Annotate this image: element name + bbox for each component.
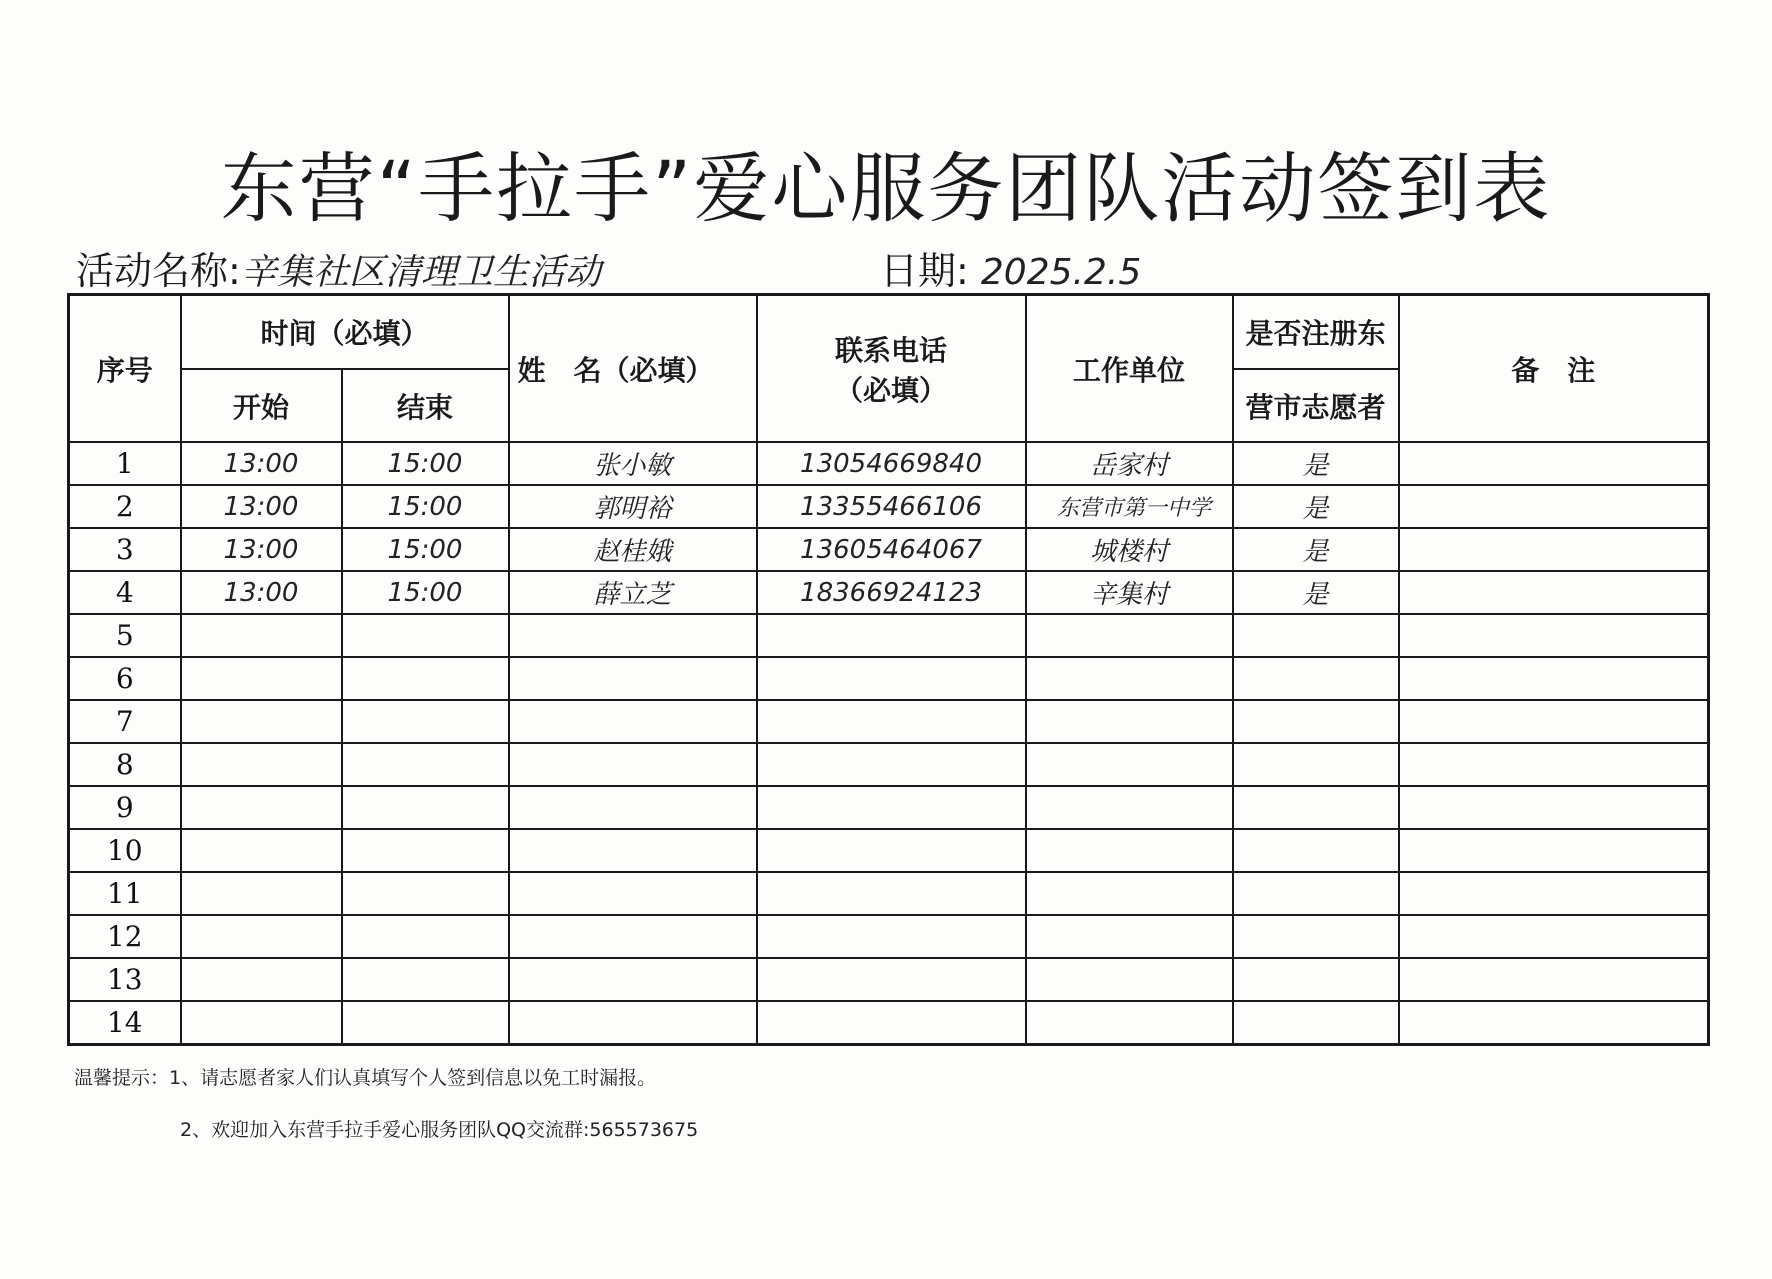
page-title: 东营“手拉手”爱心服务团队活动签到表 bbox=[220, 144, 1552, 233]
table-row bbox=[69, 442, 1709, 485]
header-remarks: 备 注 bbox=[1399, 295, 1709, 443]
row-index: 8 bbox=[69, 743, 181, 786]
row-index: 2 bbox=[69, 485, 181, 528]
row-index: 5 bbox=[69, 614, 181, 657]
start-time-cell bbox=[181, 915, 342, 958]
table-row bbox=[69, 485, 1709, 528]
registered-cell bbox=[1233, 657, 1399, 700]
start-time-cell bbox=[181, 700, 342, 743]
end-time-cell bbox=[342, 786, 509, 829]
registered-cell bbox=[1233, 743, 1399, 786]
row-index: 10 bbox=[69, 829, 181, 872]
registered-cell bbox=[1233, 872, 1399, 915]
header-time: 时间（必填） bbox=[181, 295, 509, 370]
remarks-cell bbox=[1399, 1001, 1709, 1045]
row-index: 1 bbox=[69, 442, 181, 485]
header-index: 序号 bbox=[69, 295, 181, 443]
remarks-cell bbox=[1399, 700, 1709, 743]
table-row bbox=[69, 528, 1709, 571]
header-phone-line1: 联系电话 bbox=[835, 333, 948, 367]
start-time-cell: 13:00 bbox=[181, 571, 342, 614]
table-row bbox=[69, 700, 1709, 743]
start-time-cell bbox=[181, 958, 342, 1001]
end-time-cell bbox=[342, 915, 509, 958]
end-time-cell bbox=[342, 958, 509, 1001]
header-end: 结束 bbox=[342, 369, 509, 442]
end-time-cell bbox=[342, 743, 509, 786]
registered-cell: 是 bbox=[1233, 485, 1399, 528]
phone-cell bbox=[757, 915, 1026, 958]
name-cell bbox=[509, 700, 757, 743]
name-cell bbox=[509, 829, 757, 872]
row-index: 12 bbox=[69, 915, 181, 958]
name-cell bbox=[509, 915, 757, 958]
header-registered-line2: 营市志愿者 bbox=[1233, 369, 1399, 442]
registered-cell bbox=[1233, 958, 1399, 1001]
header-start: 开始 bbox=[181, 369, 342, 442]
phone-cell bbox=[757, 700, 1026, 743]
table-row bbox=[69, 786, 1709, 829]
table-row bbox=[69, 829, 1709, 872]
work-cell: 辛集村 bbox=[1026, 571, 1233, 614]
phone-cell: 13054669840 bbox=[757, 442, 1026, 485]
work-cell: 岳家村 bbox=[1026, 442, 1233, 485]
tip-note-2: 2、欢迎加入东营手拉手爱心服务团队QQ交流群:565573675 bbox=[180, 1119, 699, 1141]
registered-cell bbox=[1233, 786, 1399, 829]
start-time-cell bbox=[181, 743, 342, 786]
table-row bbox=[69, 872, 1709, 915]
registered-cell bbox=[1233, 829, 1399, 872]
row-index: 9 bbox=[69, 786, 181, 829]
name-cell bbox=[509, 657, 757, 700]
remarks-cell bbox=[1399, 915, 1709, 958]
remarks-cell bbox=[1399, 829, 1709, 872]
name-cell: 郭明裕 bbox=[509, 485, 757, 528]
phone-cell bbox=[757, 786, 1026, 829]
phone-cell bbox=[757, 743, 1026, 786]
start-time-cell bbox=[181, 872, 342, 915]
remarks-cell bbox=[1399, 872, 1709, 915]
table-row bbox=[69, 743, 1709, 786]
start-time-cell bbox=[181, 1001, 342, 1045]
name-cell: 薛立芝 bbox=[509, 571, 757, 614]
work-cell bbox=[1026, 657, 1233, 700]
header-name: 姓 名（必填） bbox=[509, 295, 757, 443]
name-cell bbox=[509, 958, 757, 1001]
work-cell bbox=[1026, 829, 1233, 872]
registered-cell: 是 bbox=[1233, 442, 1399, 485]
start-time-cell: 13:00 bbox=[181, 528, 342, 571]
remarks-cell bbox=[1399, 657, 1709, 700]
table-row bbox=[69, 958, 1709, 1001]
start-time-cell: 13:00 bbox=[181, 485, 342, 528]
registered-cell bbox=[1233, 700, 1399, 743]
table-row bbox=[69, 657, 1709, 700]
row-index: 6 bbox=[69, 657, 181, 700]
header-phone bbox=[757, 295, 1026, 443]
header-work: 工作单位 bbox=[1026, 295, 1233, 443]
name-cell bbox=[509, 786, 757, 829]
table-row bbox=[69, 571, 1709, 614]
work-cell bbox=[1026, 958, 1233, 1001]
work-cell bbox=[1026, 786, 1233, 829]
work-cell bbox=[1026, 614, 1233, 657]
work-cell bbox=[1026, 872, 1233, 915]
registered-cell: 是 bbox=[1233, 571, 1399, 614]
phone-cell bbox=[757, 829, 1026, 872]
name-cell bbox=[509, 614, 757, 657]
name-cell: 张小敏 bbox=[509, 442, 757, 485]
end-time-cell bbox=[342, 700, 509, 743]
remarks-cell bbox=[1399, 958, 1709, 1001]
registered-cell: 是 bbox=[1233, 528, 1399, 571]
phone-cell bbox=[757, 1001, 1026, 1045]
work-cell: 东营市第一中学 bbox=[1026, 485, 1233, 528]
remarks-cell bbox=[1399, 485, 1709, 528]
end-time-cell bbox=[342, 872, 509, 915]
name-cell bbox=[509, 872, 757, 915]
activity-name-line bbox=[76, 240, 601, 295]
remarks-cell bbox=[1399, 571, 1709, 614]
header-phone-line2: （必填） bbox=[835, 373, 948, 407]
table-row bbox=[69, 1001, 1709, 1045]
start-time-cell bbox=[181, 829, 342, 872]
registered-cell bbox=[1233, 1001, 1399, 1045]
sign-in-table bbox=[67, 293, 1710, 1046]
end-time-cell bbox=[342, 1001, 509, 1045]
phone-cell: 13355466106 bbox=[757, 485, 1026, 528]
end-time-cell bbox=[342, 657, 509, 700]
table-row bbox=[69, 614, 1709, 657]
work-cell: 城楼村 bbox=[1026, 528, 1233, 571]
work-cell bbox=[1026, 915, 1233, 958]
date-label: 日期: bbox=[880, 249, 969, 293]
activity-name-label: 活动名称: bbox=[76, 249, 241, 293]
phone-cell bbox=[757, 872, 1026, 915]
phone-cell: 13605464067 bbox=[757, 528, 1026, 571]
start-time-cell bbox=[181, 657, 342, 700]
remarks-cell bbox=[1399, 528, 1709, 571]
work-cell bbox=[1026, 700, 1233, 743]
end-time-cell: 15:00 bbox=[342, 571, 509, 614]
activity-name-value: 辛集社区清理卫生活动 bbox=[240, 252, 601, 293]
start-time-cell bbox=[181, 786, 342, 829]
phone-cell bbox=[757, 657, 1026, 700]
phone-cell: 18366924123 bbox=[757, 571, 1026, 614]
work-cell bbox=[1026, 1001, 1233, 1045]
tip-note-1: 温馨提示：1、请志愿者家人们认真填写个人签到信息以免工时漏报。 bbox=[74, 1067, 657, 1089]
row-index: 4 bbox=[69, 571, 181, 614]
row-index: 14 bbox=[69, 1001, 181, 1045]
row-index: 11 bbox=[69, 872, 181, 915]
registered-cell bbox=[1233, 614, 1399, 657]
table-row bbox=[69, 915, 1709, 958]
end-time-cell: 15:00 bbox=[342, 442, 509, 485]
phone-cell bbox=[757, 958, 1026, 1001]
phone-cell bbox=[757, 614, 1026, 657]
row-index: 3 bbox=[69, 528, 181, 571]
date-value: 2025.2.5 bbox=[980, 252, 1142, 293]
start-time-cell: 13:00 bbox=[181, 442, 342, 485]
remarks-cell bbox=[1399, 442, 1709, 485]
end-time-cell bbox=[342, 829, 509, 872]
end-time-cell: 15:00 bbox=[342, 485, 509, 528]
header-registered-line1: 是否注册东 bbox=[1233, 295, 1399, 370]
end-time-cell bbox=[342, 614, 509, 657]
name-cell: 赵桂娥 bbox=[509, 528, 757, 571]
start-time-cell bbox=[181, 614, 342, 657]
remarks-cell bbox=[1399, 743, 1709, 786]
remarks-cell bbox=[1399, 786, 1709, 829]
remarks-cell bbox=[1399, 614, 1709, 657]
row-index: 7 bbox=[69, 700, 181, 743]
row-index: 13 bbox=[69, 958, 181, 1001]
end-time-cell: 15:00 bbox=[342, 528, 509, 571]
registered-cell bbox=[1233, 915, 1399, 958]
name-cell bbox=[509, 743, 757, 786]
work-cell bbox=[1026, 743, 1233, 786]
activity-date-line bbox=[880, 240, 1141, 295]
name-cell bbox=[509, 1001, 757, 1045]
